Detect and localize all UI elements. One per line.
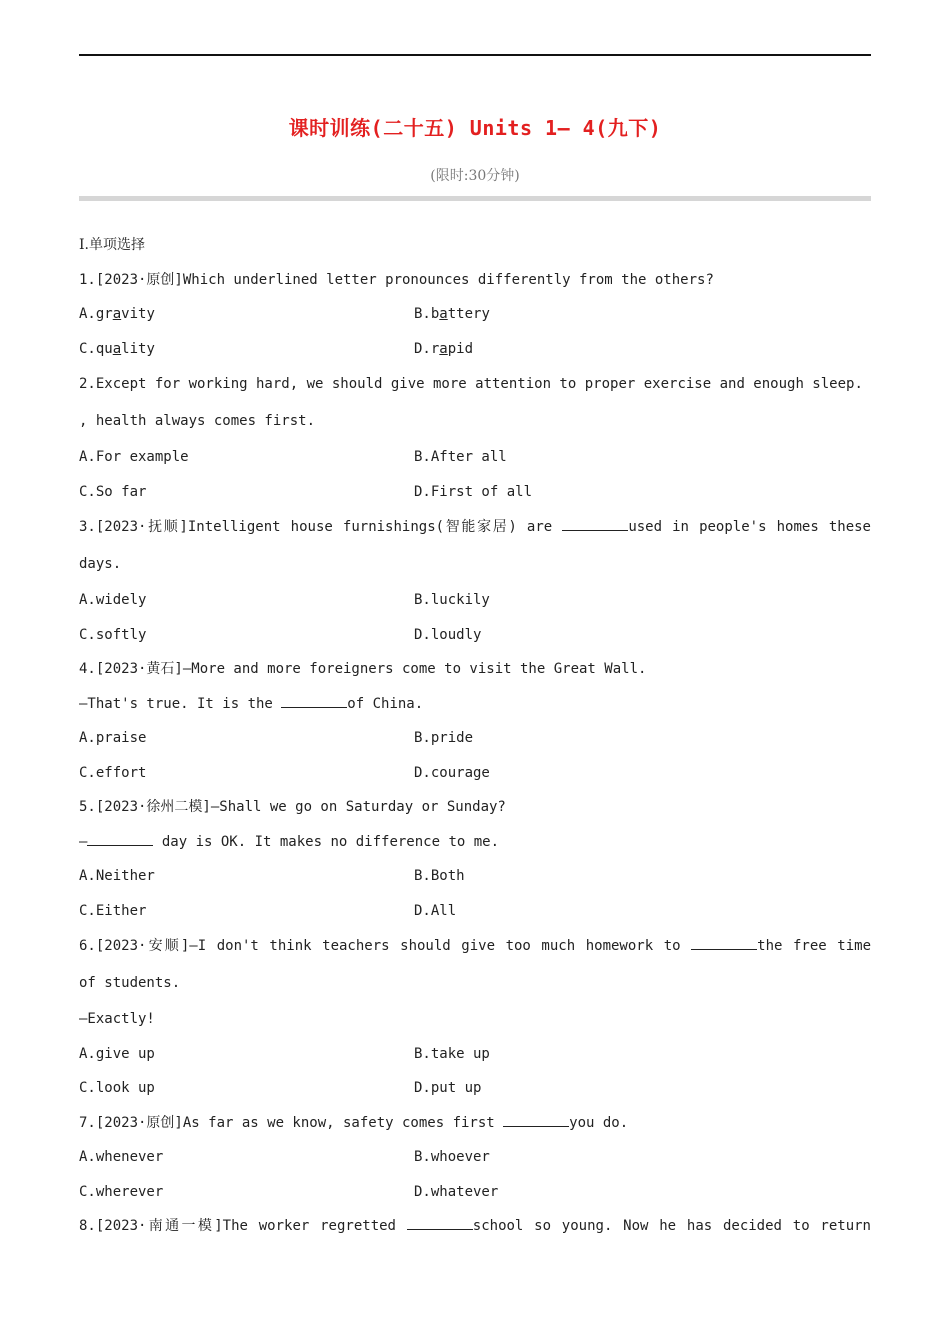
question-3-options-row-1 — [79, 583, 871, 618]
q6-option-c[interactable]: C.look up — [79, 1080, 155, 1096]
time-limit: (限时:30分钟) — [430, 168, 520, 184]
q3-option-c[interactable]: C.softly — [79, 626, 147, 643]
question-2-stem: 2.Except for working hard, we should give more attention to proper exercise and enough sleep. — [79, 376, 863, 392]
question-4-options-row-2 — [79, 756, 871, 791]
q2-option-c[interactable]: C.So far — [79, 483, 147, 500]
question-1-stem: 1.[2023·原创]Which underlined letter pronounces differently from the others? — [79, 271, 714, 288]
q5-option-b[interactable]: B.Both — [414, 868, 465, 884]
page-title: 课时训练(二十五) Units 1— 4(九下) — [288, 116, 662, 140]
question-7-stem: 7.[2023·原创]As far as we know, safety comes first you do. — [79, 1106, 871, 1141]
q7-option-c[interactable]: C.wherever — [79, 1183, 164, 1200]
answer-blank[interactable] — [407, 1213, 473, 1230]
question-6-stem-cont: of students. — [79, 975, 181, 991]
q5-option-d[interactable]: D.All — [414, 902, 457, 919]
answer-blank[interactable] — [281, 691, 347, 708]
section-heading: Ⅰ.单项选择 — [79, 237, 145, 253]
q6-option-b[interactable]: B.take up — [414, 1045, 490, 1062]
q7-option-a[interactable]: A.whenever — [79, 1149, 164, 1165]
question-2-stem-cont: , health always comes first. — [79, 413, 316, 429]
question-7-options-row-1 — [79, 1140, 871, 1175]
q4-option-a[interactable]: A.praise — [79, 730, 147, 746]
q3-option-d[interactable]: D.loudly — [414, 626, 482, 643]
q4-option-d[interactable]: D.courage — [414, 764, 490, 781]
question-6-options-row-1 — [79, 1037, 871, 1072]
q1-option-b[interactable]: B.battery — [414, 306, 490, 322]
question-2-options-row-2 — [79, 475, 871, 510]
q1-option-c[interactable]: C.quality — [79, 340, 155, 357]
q5-option-c[interactable]: C.Either — [79, 902, 147, 919]
question-4-stem: 4.[2023·黄石]—More and more foreigners come to visit the Great Wall. — [79, 661, 647, 677]
title-divider — [79, 196, 871, 201]
q1-option-d[interactable]: D.rapid — [414, 340, 474, 357]
q1-option-a[interactable]: A.gravity — [79, 306, 155, 322]
question-5-stem: 5.[2023·徐州二模]—Shall we go on Saturday or Sunday? — [79, 799, 506, 815]
q4-option-c[interactable]: C.effort — [79, 764, 147, 781]
q6-option-d[interactable]: D.put up — [414, 1080, 482, 1096]
question-6-options-row-2 — [79, 1071, 871, 1106]
question-7-options-row-2 — [79, 1175, 871, 1210]
q7-option-b[interactable]: B.whoever — [414, 1149, 490, 1165]
question-5-options-row-1 — [79, 859, 871, 894]
q7-option-d[interactable]: D.whatever — [414, 1183, 499, 1200]
q3-option-a[interactable]: A.widely — [79, 592, 147, 608]
q6-option-a[interactable]: A.give up — [79, 1045, 155, 1062]
q2-option-b[interactable]: B.After all — [414, 449, 507, 465]
question-5-options-row-2 — [79, 894, 871, 929]
question-4-options-row-1 — [79, 721, 871, 756]
question-3-options-row-2 — [79, 618, 871, 653]
question-8-stem: 8.[2023·南通一模]The worker regretted school so young. Now he has decided to return — [79, 1209, 871, 1244]
q2-option-d[interactable]: D.First of all — [414, 483, 533, 500]
question-5-reply: — day is OK. It makes no difference to me. — [79, 825, 871, 860]
question-list — [79, 228, 871, 1244]
q4-option-b[interactable]: B.pride — [414, 730, 474, 746]
question-4-reply: —That's true. It is the of China. — [79, 687, 871, 722]
question-6-reply: —Exactly! — [79, 1011, 155, 1027]
top-rule — [79, 54, 871, 56]
answer-blank[interactable] — [87, 829, 153, 846]
q5-option-a[interactable]: A.Neither — [79, 868, 155, 884]
question-3-stem-cont: days. — [79, 556, 122, 572]
question-1-options-row-1 — [79, 297, 871, 332]
q3-option-b[interactable]: B.luckily — [414, 592, 490, 608]
question-3-stem: 3.[2023·抚顺]Intelligent house furnishings(智能家居) are used in people's homes these — [79, 509, 871, 546]
question-2-options-row-1 — [79, 440, 871, 475]
question-6-stem: 6.[2023·安顺]—I don't think teachers should give too much homework to the free time — [79, 928, 871, 965]
answer-blank[interactable] — [691, 933, 757, 950]
question-1-options-row-2 — [79, 332, 871, 367]
answer-blank[interactable] — [503, 1110, 569, 1127]
q2-option-a[interactable]: A.For example — [79, 449, 189, 465]
answer-blank[interactable] — [562, 514, 628, 531]
